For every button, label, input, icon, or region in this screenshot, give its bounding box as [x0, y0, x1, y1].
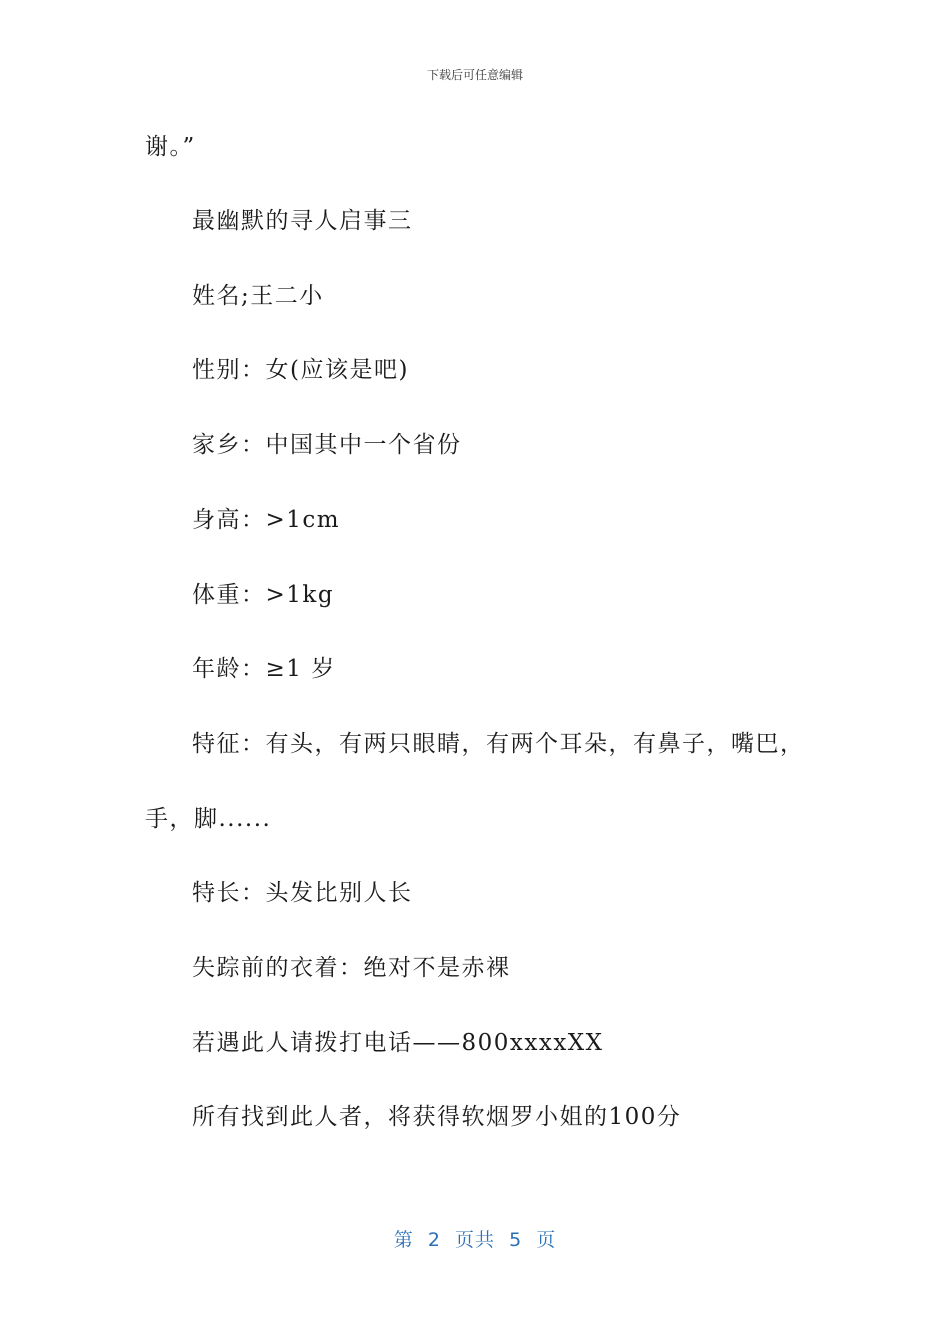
field-weight: 体重：>1kg: [192, 582, 335, 608]
page-header: 下载后可任意编辑: [426, 68, 523, 82]
field-height: 身高：>1cm: [192, 507, 341, 533]
page-footer: 第 2 页共 5 页: [393, 1229, 557, 1251]
field-gender: 性别：女(应该是吧): [192, 357, 409, 383]
text-line-continuation: 谢。”: [145, 134, 196, 160]
field-features: 特征：有头，有两只眼睛，有两个耳朵，有鼻子，嘴巴，: [192, 731, 805, 757]
field-hometown: 家乡：中国其中一个省份: [192, 432, 462, 458]
field-clothing: 失踪前的衣着：绝对不是赤裸: [192, 955, 511, 981]
field-age: 年龄：≥1 岁: [192, 656, 336, 682]
field-name: 姓名;王二小: [192, 283, 324, 309]
field-phone: 若遇此人请拨打电话——800xxxxXX: [192, 1030, 604, 1056]
section-title: 最幽默的寻人启事三: [192, 208, 413, 234]
field-reward: 所有找到此人者，将获得软烟罗小姐的100分: [192, 1104, 682, 1130]
field-features-cont: 手，脚......: [145, 806, 272, 832]
field-specialty: 特长：头发比别人长: [192, 880, 413, 906]
